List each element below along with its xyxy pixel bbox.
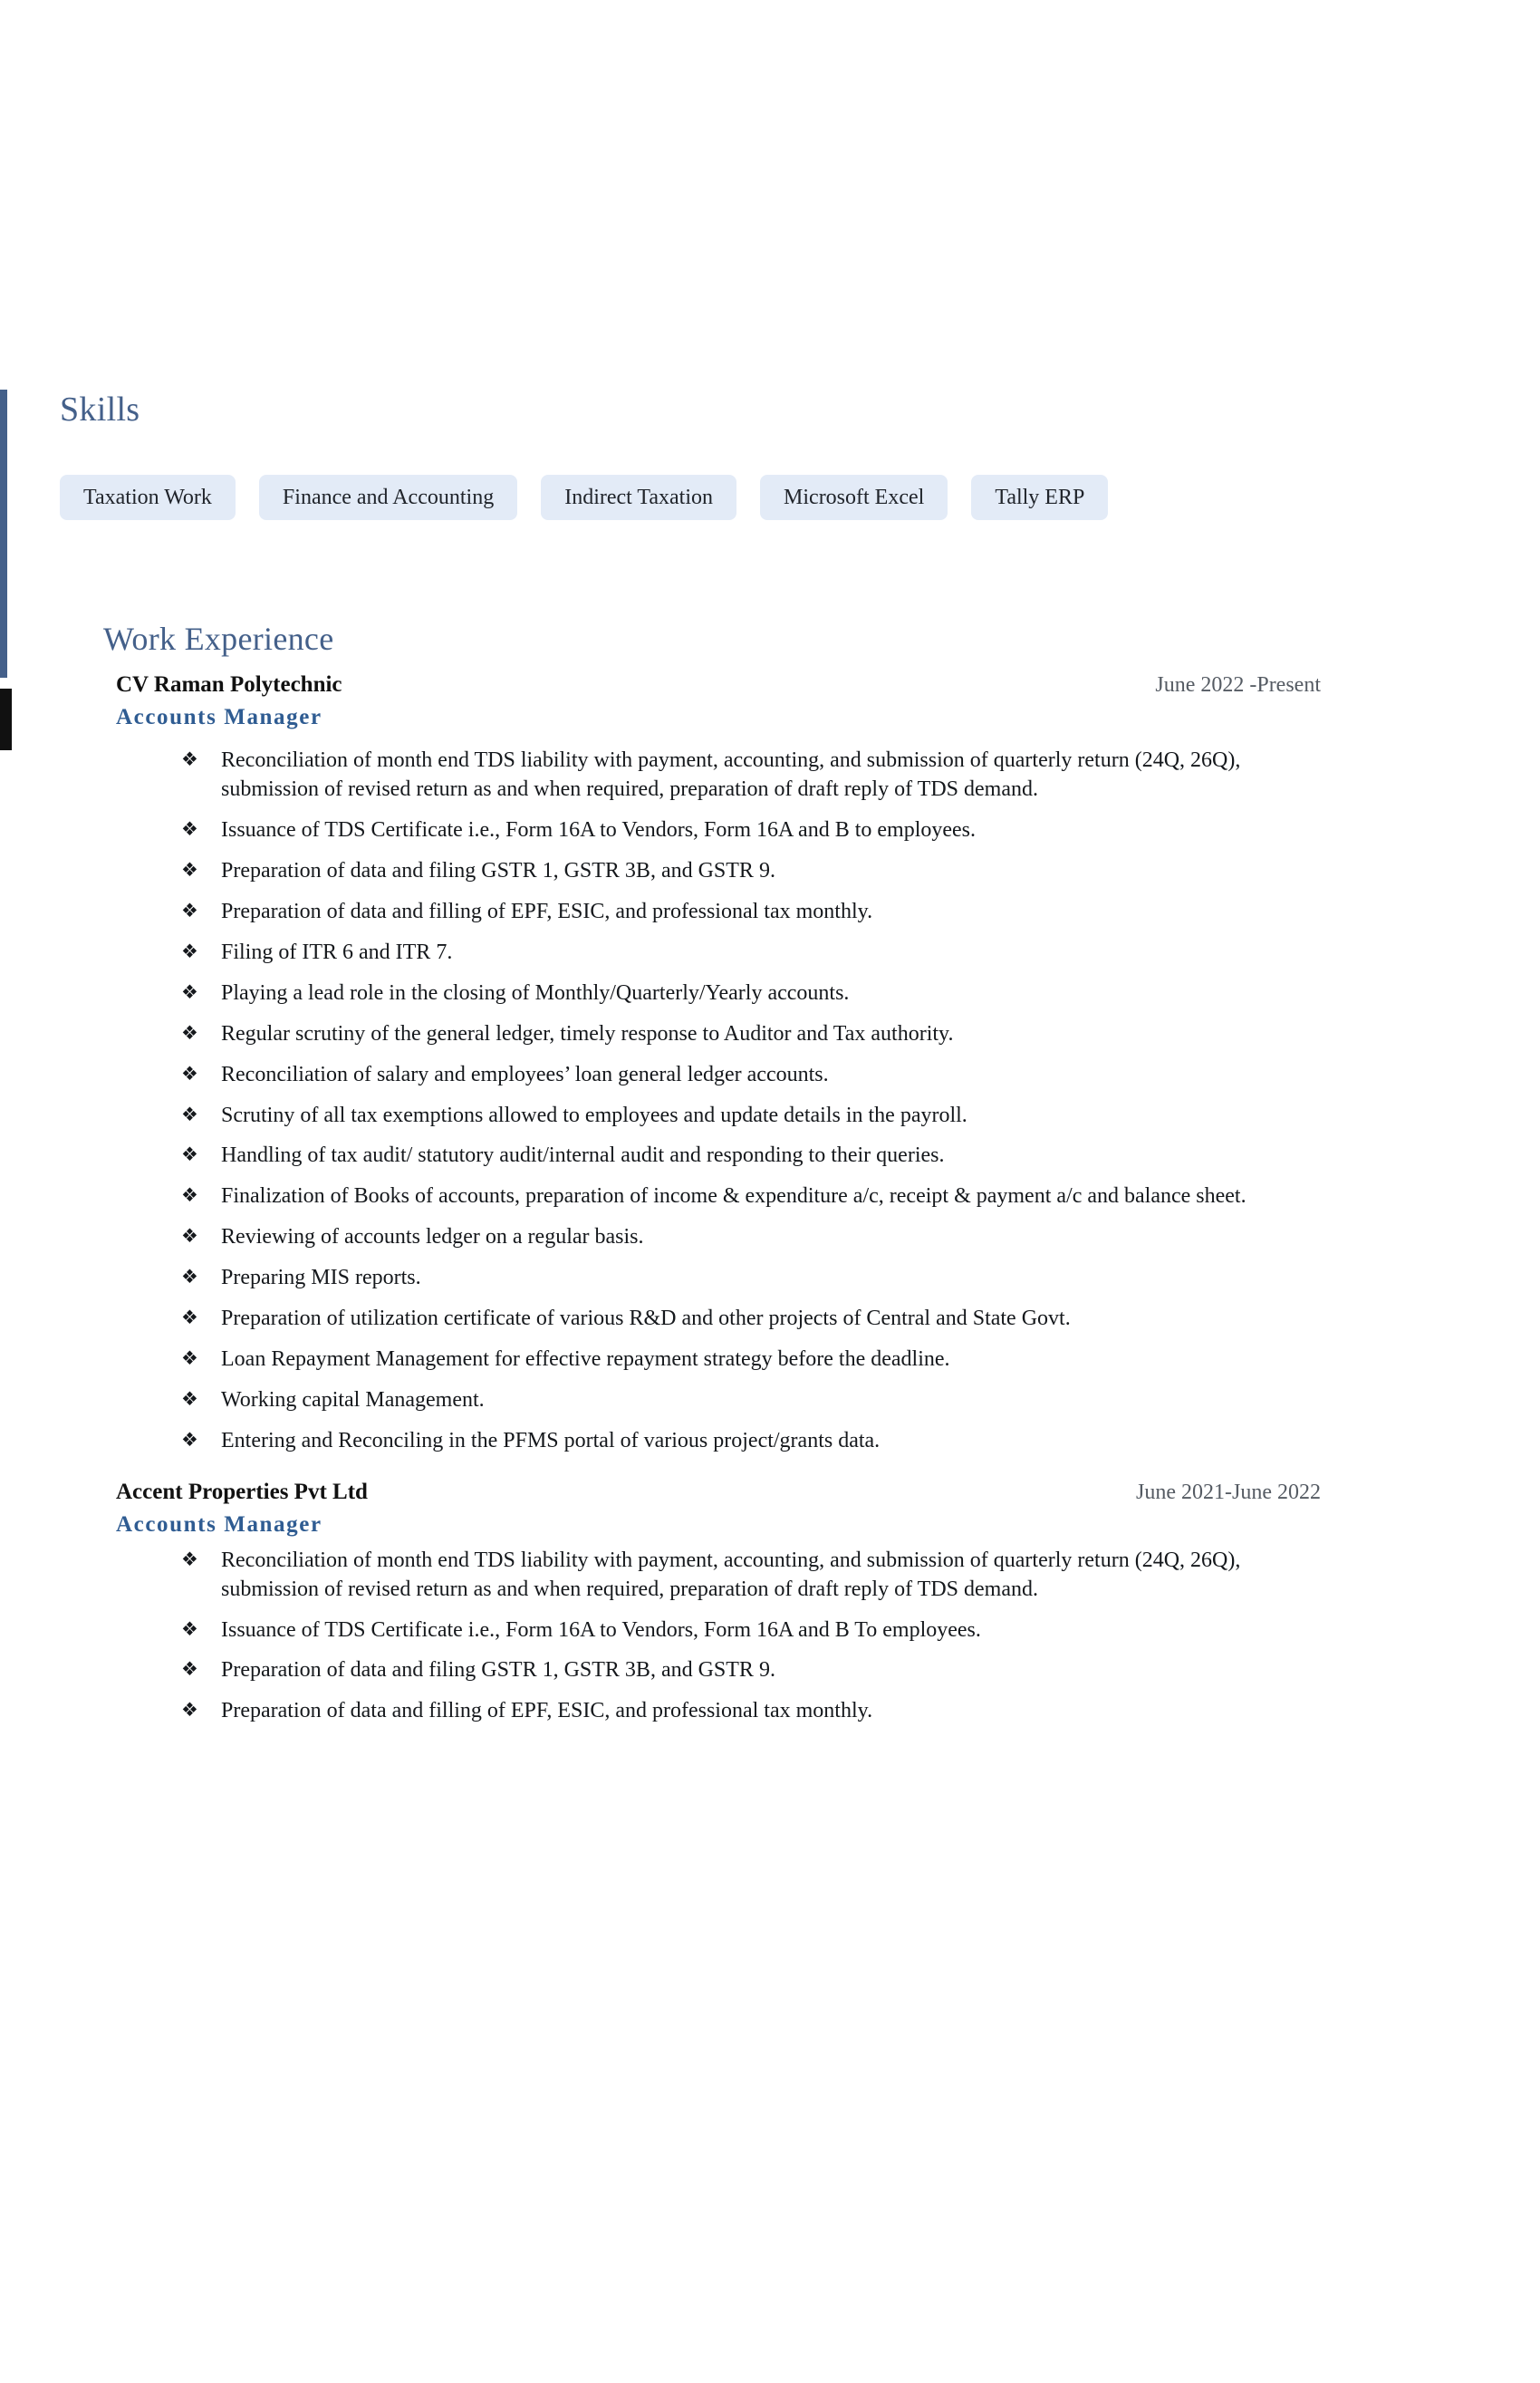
- job-bullet: ❖ Reconciliation of month end TDS liability with payment, accounting, and submission of quarterly return (24Q, 26Q), submission of revised return as and when required, preparation of draft reply of TDS demand.: [181, 747, 1285, 805]
- job-bullet: ❖ Finalization of Books of accounts, preparation of income & expenditure a/c, receipt & payment a/c and balance sheet.: [181, 1182, 1285, 1211]
- job-bullet: ❖ Preparation of data and filling of EPF, ESIC, and professional tax monthly.: [181, 898, 1285, 927]
- job-company: Accent Properties Pvt Ltd: [116, 1479, 368, 1504]
- job-bullet: ❖ Reconciliation of salary and employees’ loan general ledger accounts.: [181, 1061, 1285, 1090]
- job-bullet: ❖ Preparation of utilization certificate of various R&D and other projects of Central and State Govt.: [181, 1305, 1285, 1334]
- skill-chip: Indirect Taxation: [541, 475, 736, 520]
- job-header: [116, 672, 1321, 698]
- job-header: [116, 1480, 1321, 1505]
- job-bullet: ❖ Regular scrutiny of the general ledger, timely response to Auditor and Tax authority.: [181, 1020, 1285, 1049]
- job-bullet-list: [116, 747, 1285, 1455]
- job-bullet: ❖ Entering and Reconciling in the PFMS portal of various project/grants data.: [181, 1427, 1285, 1456]
- work-experience-section: [54, 620, 1486, 1726]
- job-bullet: ❖ Preparation of data and filing GSTR 1, GSTR 3B, and GSTR 9.: [181, 1656, 1285, 1685]
- work-experience-entry: [103, 1480, 1486, 1727]
- skills-chip-list: [60, 475, 1265, 520]
- work-experience-entry: [103, 672, 1486, 1455]
- job-bullet: ❖ Working capital Management.: [181, 1386, 1285, 1415]
- skill-chip: Taxation Work: [60, 475, 236, 520]
- job-bullet: ❖ Preparing MIS reports.: [181, 1264, 1285, 1293]
- job-bullet: ❖ Issuance of TDS Certificate i.e., Form 16A to Vendors, Form 16A and B To employees.: [181, 1616, 1285, 1645]
- work-experience-heading: Work Experience: [103, 621, 334, 658]
- skills-section: [54, 390, 1486, 520]
- skills-heading: Skills: [60, 391, 140, 429]
- job-bullet: ❖ Handling of tax audit/ statutory audit/internal audit and responding to their queries.: [181, 1142, 1285, 1171]
- skill-chip: Tally ERP: [971, 475, 1108, 520]
- job-bullet: ❖ Scrutiny of all tax exemptions allowed to employees and update details in the payroll.: [181, 1102, 1285, 1131]
- job-dates: June 2022 -Present: [1155, 673, 1321, 698]
- job-bullet: ❖ Reconciliation of month end TDS liability with payment, accounting, and submission of quarterly return (24Q, 26Q), submission of revised return as and when required, preparation of draft reply of TDS demand.: [181, 1547, 1285, 1605]
- skill-chip: Microsoft Excel: [760, 475, 948, 520]
- job-role: Accounts Manager: [116, 1511, 322, 1537]
- job-dates: June 2021-June 2022: [1136, 1480, 1321, 1504]
- job-bullet: ❖ Playing a lead role in the closing of Monthly/Quarterly/Yearly accounts.: [181, 979, 1285, 1008]
- resume-page: [0, 390, 1540, 1726]
- job-bullet: ❖ Preparation of data and filing GSTR 1, GSTR 3B, and GSTR 9.: [181, 857, 1285, 886]
- job-company: CV Raman Polytechnic: [116, 672, 342, 698]
- job-bullet: ❖ Loan Repayment Management for effective repayment strategy before the deadline.: [181, 1346, 1285, 1375]
- job-bullet: ❖ Preparation of data and filling of EPF, ESIC, and professional tax monthly.: [181, 1697, 1285, 1726]
- job-bullet: ❖ Filing of ITR 6 and ITR 7.: [181, 939, 1285, 968]
- job-bullet-list: [116, 1547, 1285, 1727]
- skill-chip: Finance and Accounting: [259, 475, 517, 520]
- job-bullet: ❖ Issuance of TDS Certificate i.e., Form 16A to Vendors, Form 16A and B to employees.: [181, 816, 1285, 845]
- job-role: Accounts Manager: [116, 705, 322, 730]
- job-bullet: ❖ Reviewing of accounts ledger on a regular basis.: [181, 1223, 1285, 1252]
